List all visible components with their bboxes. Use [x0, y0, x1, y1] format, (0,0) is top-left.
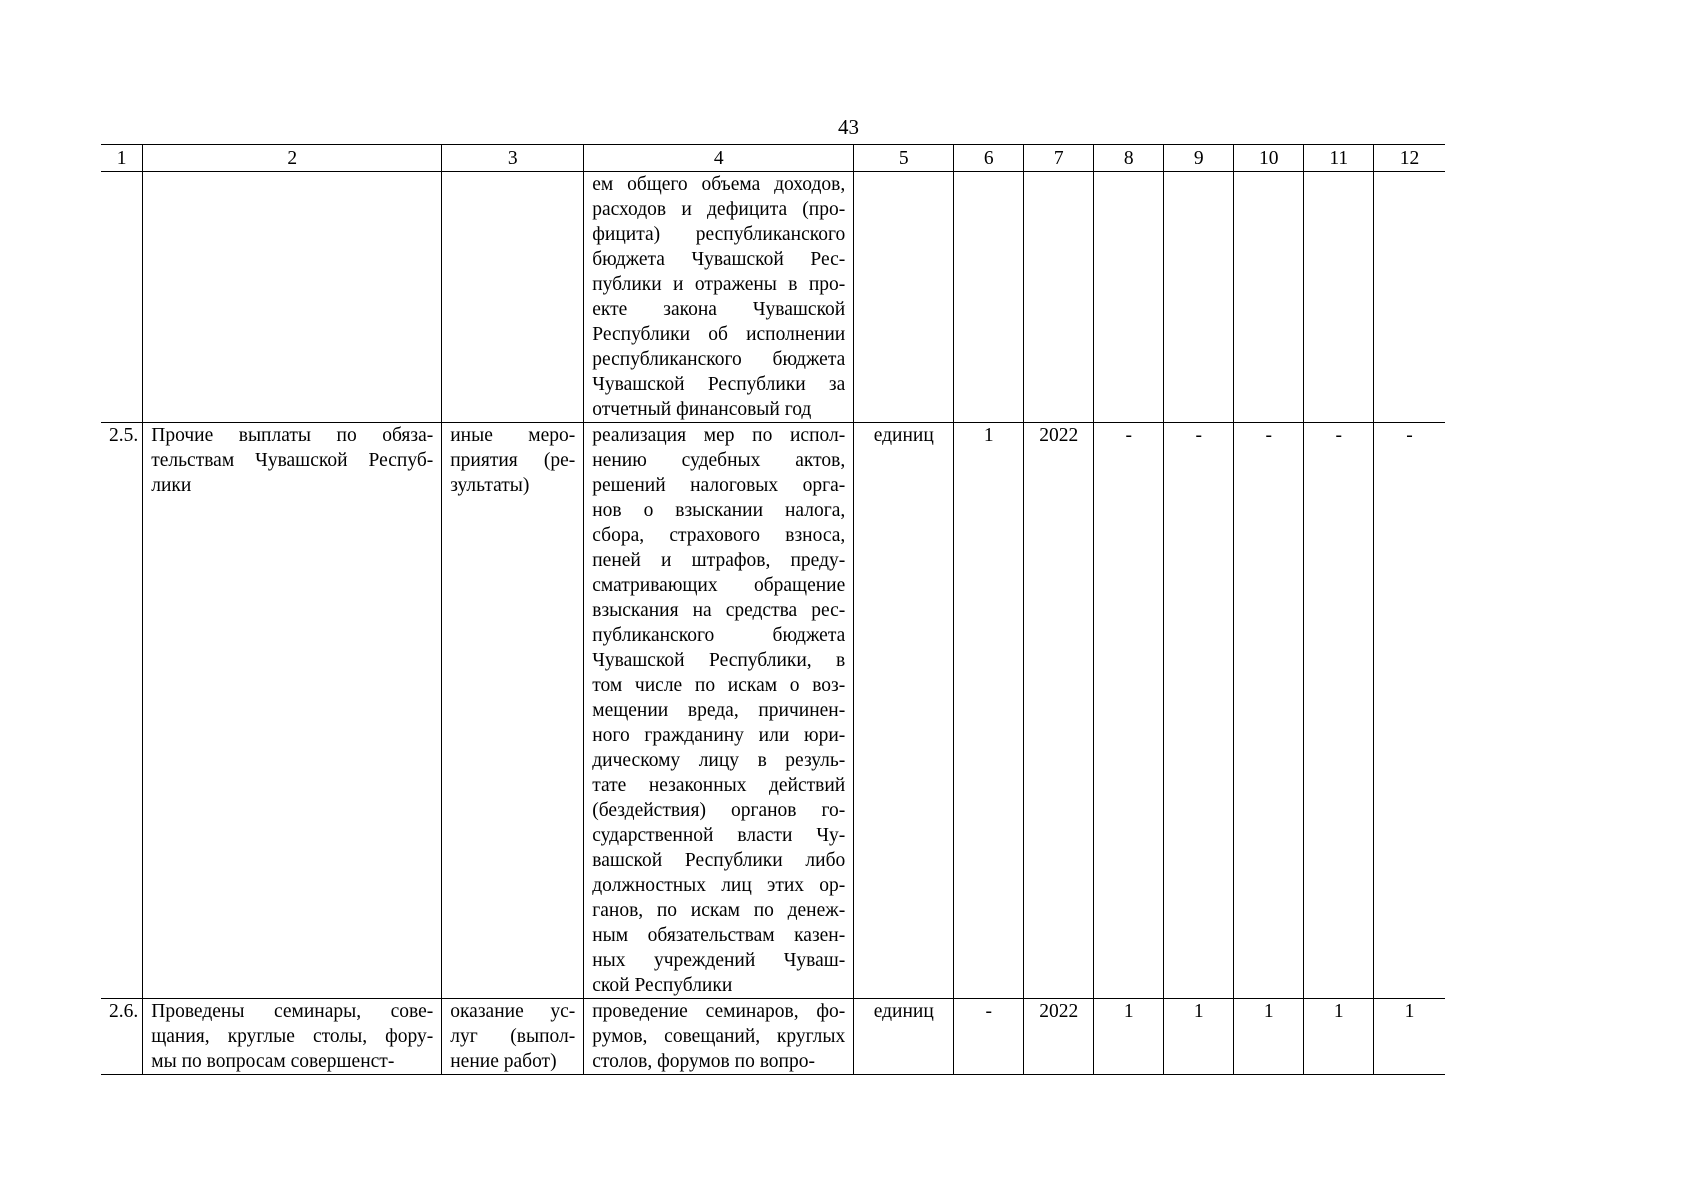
text-line: зультаты): [450, 475, 530, 496]
year-cell: 2022: [1024, 423, 1094, 999]
text-line: нов о взыскании налога,: [592, 500, 846, 521]
column-number: 6: [954, 145, 1024, 172]
column-number: 10: [1234, 145, 1304, 172]
row-number-cell: 2.6.: [101, 999, 143, 1075]
value-cell: [1304, 172, 1374, 423]
column-number-header-row: [101, 145, 1445, 172]
text-line: нению судебных актов,: [592, 450, 846, 471]
text-line: дическому лицу в резуль-: [592, 750, 846, 771]
text-line: столов, форумов по вопро-: [592, 1051, 815, 1072]
row-number-cell: 2.5.: [101, 423, 143, 999]
text-line: должностных лиц этих ор-: [592, 875, 846, 896]
text-line: Республики об исполнении: [592, 324, 846, 345]
text-line: Прочие выплаты по обяза-: [151, 425, 434, 446]
text-line: взыскания на средства рес-: [592, 600, 846, 621]
text-line: (бездействия) органов го-: [592, 800, 846, 821]
value-cell: [954, 172, 1024, 423]
text-line: щания, круглые столы, фору-: [151, 1026, 434, 1047]
column-number: 5: [854, 145, 954, 172]
text-line: екте закона Чувашской: [592, 299, 846, 320]
text-line: вашской Республики либо: [592, 850, 846, 871]
column-number: 7: [1024, 145, 1094, 172]
column-number: 3: [442, 145, 584, 172]
text-line: том числе по искам о воз-: [592, 675, 846, 696]
text-line: проведение семинаров, фо-: [592, 1001, 846, 1022]
type-cell: [442, 999, 584, 1075]
value-cell: -: [1374, 423, 1445, 999]
text-line: сбора, страхового взноса,: [592, 525, 846, 546]
text-line: решений налоговых орга-: [592, 475, 846, 496]
value-cell: -: [1164, 423, 1234, 999]
name-cell: [143, 999, 442, 1075]
column-number: 12: [1374, 145, 1445, 172]
unit-cell: [854, 172, 954, 423]
table-row: [101, 172, 1445, 423]
value-cell: 1: [1164, 999, 1234, 1075]
text-line: ным обязательствам казен-: [592, 925, 846, 946]
value-cell: 1: [1304, 999, 1374, 1075]
text-line: лики: [151, 475, 192, 496]
value-cell: [1374, 172, 1445, 423]
value-cell: -: [1094, 423, 1164, 999]
column-number: 9: [1164, 145, 1234, 172]
text-line: мещении вреда, причинен-: [592, 700, 846, 721]
text-line: пеней и штрафов, преду-: [592, 550, 846, 571]
text-line: расходов и дефицита (про-: [592, 199, 846, 220]
text-line: публиканского бюджета: [592, 625, 846, 646]
unit-cell: единиц: [854, 999, 954, 1075]
value-cell: 1: [1234, 999, 1304, 1075]
text-line: сматривающих обращение: [592, 575, 846, 596]
description-cell: [584, 999, 854, 1075]
row-number-cell: [101, 172, 143, 423]
text-line: румов, совещаний, круглых: [592, 1026, 846, 1047]
text-line: реализация мер по испол-: [592, 425, 846, 446]
value-cell: -: [954, 999, 1024, 1075]
value-cell: [1164, 172, 1234, 423]
year-cell: 2022: [1024, 999, 1094, 1075]
name-cell: [143, 423, 442, 999]
text-line: ем общего объема доходов,: [592, 174, 846, 195]
type-cell: [442, 172, 584, 423]
text-line: ных учреждений Чуваш-: [592, 950, 846, 971]
value-cell: 1: [1374, 999, 1445, 1075]
column-number: 4: [584, 145, 854, 172]
text-line: Чувашской Республики, в: [592, 650, 846, 671]
text-line: фицита) республиканского: [592, 224, 846, 245]
name-cell: [143, 172, 442, 423]
text-line: иные меро-: [450, 425, 576, 446]
text-line: тате незаконных действий: [592, 775, 846, 796]
text-line: публики и отражены в про-: [592, 274, 846, 295]
type-cell: [442, 423, 584, 999]
text-line: Чувашской Республики за: [592, 374, 846, 395]
value-cell: [1094, 172, 1164, 423]
text-line: тельствам Чувашской Респуб-: [151, 450, 434, 471]
text-line: мы по вопросам совершенст-: [151, 1051, 395, 1072]
value-cell: 1: [1094, 999, 1164, 1075]
text-line: сударственной власти Чу-: [592, 825, 846, 846]
description-cell: [584, 172, 854, 423]
value-cell: 1: [954, 423, 1024, 999]
column-number: 11: [1304, 145, 1374, 172]
column-number: 1: [101, 145, 143, 172]
value-cell: -: [1234, 423, 1304, 999]
description-cell: [584, 423, 854, 999]
text-line: ного гражданину или юри-: [592, 725, 846, 746]
year-cell: [1024, 172, 1094, 423]
value-cell: -: [1304, 423, 1374, 999]
column-number: 2: [143, 145, 442, 172]
value-cell: [1234, 172, 1304, 423]
text-line: Проведены семинары, сове-: [151, 1001, 434, 1022]
text-line: оказание ус-: [450, 1001, 576, 1022]
text-line: ганов, по искам по денеж-: [592, 900, 846, 921]
document-table: [101, 144, 1445, 1075]
unit-cell: единиц: [854, 423, 954, 999]
text-line: луг (выпол-: [450, 1026, 576, 1047]
table-row: [101, 423, 1445, 999]
table-row: [101, 999, 1445, 1075]
text-line: бюджета Чувашской Рес-: [592, 249, 846, 270]
text-line: ской Республики: [592, 975, 733, 996]
page-number: 43: [838, 115, 859, 139]
column-number: 8: [1094, 145, 1164, 172]
text-line: отчетный финансовый год: [592, 399, 812, 420]
text-line: нение работ): [450, 1051, 557, 1072]
text-line: приятия (ре-: [450, 450, 576, 471]
text-line: республиканского бюджета: [592, 349, 846, 370]
